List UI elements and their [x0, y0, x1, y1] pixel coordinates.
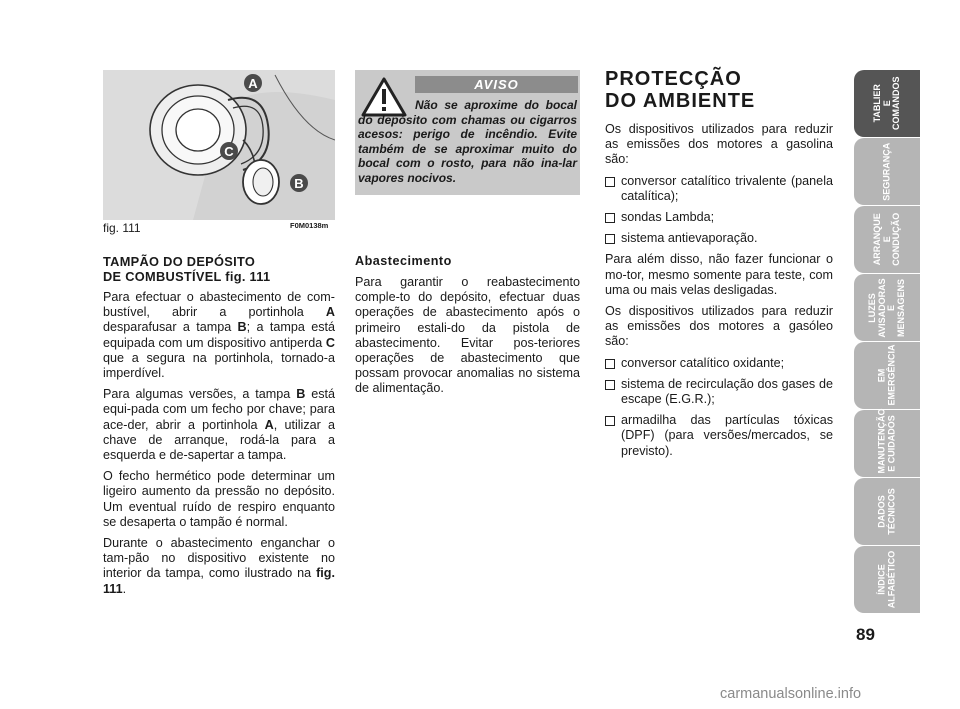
- warning-box: [355, 70, 580, 195]
- label-a: A: [248, 76, 258, 91]
- refuelling-heading: Abastecimento: [355, 254, 452, 268]
- list-item: sondas Lambda;: [605, 210, 833, 225]
- tab-tablier-comandos[interactable]: TABLIER E COMANDOS: [854, 70, 920, 137]
- checkbox-bullet-icon: [605, 416, 615, 426]
- label-c: C: [224, 144, 234, 159]
- tab-manutencao-cuidados[interactable]: MANUTENÇÃO E CUIDADOS: [854, 410, 920, 477]
- middle-column: [355, 254, 580, 403]
- section-tabs: [854, 70, 920, 614]
- fuel-cap-illustration: [103, 70, 335, 220]
- tab-luzes-avisadoras[interactable]: LUZES AVISADORAS E MENSAGENS: [854, 274, 920, 341]
- petrol-intro: Os dispositivos utilizados para reduzir as emissões dos motores a gasolina são:: [605, 122, 833, 167]
- warning-title: AVISO: [415, 76, 578, 93]
- paragraph-3: O fecho hermético pode determinar um ligeiro aumento da pressão no depósito. Um eventual ruído de respiro enquanto se desaperta o tampão é normal.: [103, 469, 335, 529]
- checkbox-bullet-icon: [605, 177, 615, 187]
- fuel-cap-figure: [103, 70, 335, 220]
- tab-seguranca[interactable]: SEGURANÇA: [854, 138, 920, 205]
- paragraph-2: Para algumas versões, a tampa B está equi-pada com um fecho por chave; para ace-der, abrir a portinhola A, utilizar a chave de arranque, rodá-la para a esquerda e de-sapertar a tampa.: [103, 387, 335, 463]
- list-item: sistema de recirculação dos gases de escape (E.G.R.);: [605, 377, 833, 407]
- environment-heading: PROTECÇÃO DO AMBIENTE: [605, 68, 756, 112]
- list-item: conversor catalítico oxidante;: [605, 356, 833, 371]
- list-item: sistema antievaporação.: [605, 231, 833, 246]
- checkbox-bullet-icon: [605, 359, 615, 369]
- watermark: carmanualsonline.info: [720, 686, 862, 702]
- figure-code: F0M0138m: [290, 221, 329, 230]
- warning-text: Não se aproxime do bocal do depósito com chamas ou cigarros acesos: perigo de incêndio. Evite também de se aproximar muito do bocal com o rosto, para não ina-lar vapores nocivos.: [358, 98, 577, 185]
- left-column: [103, 254, 335, 603]
- tab-arranque-conducao[interactable]: ARRANQUE E CONDUÇÃO: [854, 206, 920, 273]
- fuel-cap-heading: TAMPÃO DO DEPÓSITO DE COMBUSTÍVEL fig. 111: [103, 254, 271, 284]
- label-b: B: [294, 176, 304, 191]
- right-column: [605, 68, 833, 465]
- page-number: 89: [856, 625, 875, 644]
- checkbox-bullet-icon: [605, 380, 615, 390]
- refuelling-text: Para garantir o reabastecimento comple-to do depósito, efectuar duas operações de abastecimento após o primeiro estali-do da pistola de abastecimento. Evitar pos-teriores operações de abastecimento que possam provocar anomalias no sistema de alimentação.: [355, 275, 580, 396]
- paragraph-4: Durante o abastecimento enganchar o tam-pão no dispositivo existente no interior da tampa, como ilustrado na fig. 111.: [103, 536, 335, 596]
- diesel-intro: Os dispositivos utilizados para reduzir as emissões dos motores a gasóleo são:: [605, 304, 833, 349]
- tab-dados-tecnicos[interactable]: DADOS TÉCNICOS: [854, 478, 920, 545]
- tab-indice-alfabetico[interactable]: ÍNDICE ALFABÉTICO: [854, 546, 920, 613]
- paragraph-1: Para efectuar o abastecimento de com-bustível, abrir a portinhola A desparafusar a tampa B; a tampa está equipada com um dispositivo antiperda C que a segura na portinhola, tornado-a imperdível.: [103, 290, 335, 381]
- checkbox-bullet-icon: [605, 234, 615, 244]
- tab-em-emergencia[interactable]: EM EMERGÊNCIA: [854, 342, 920, 409]
- list-item: armadilha das partículas tóxicas (DPF) (para versões/mercados, se previsto).: [605, 413, 833, 459]
- spark-plug-note: Para além disso, não fazer funcionar o mo-tor, mesmo somente para teste, com uma ou mais velas desligadas.: [605, 252, 833, 297]
- figure-caption: fig. 111: [103, 221, 141, 235]
- list-item: conversor catalítico trivalente (panela catalítica);: [605, 174, 833, 204]
- checkbox-bullet-icon: [605, 213, 615, 223]
